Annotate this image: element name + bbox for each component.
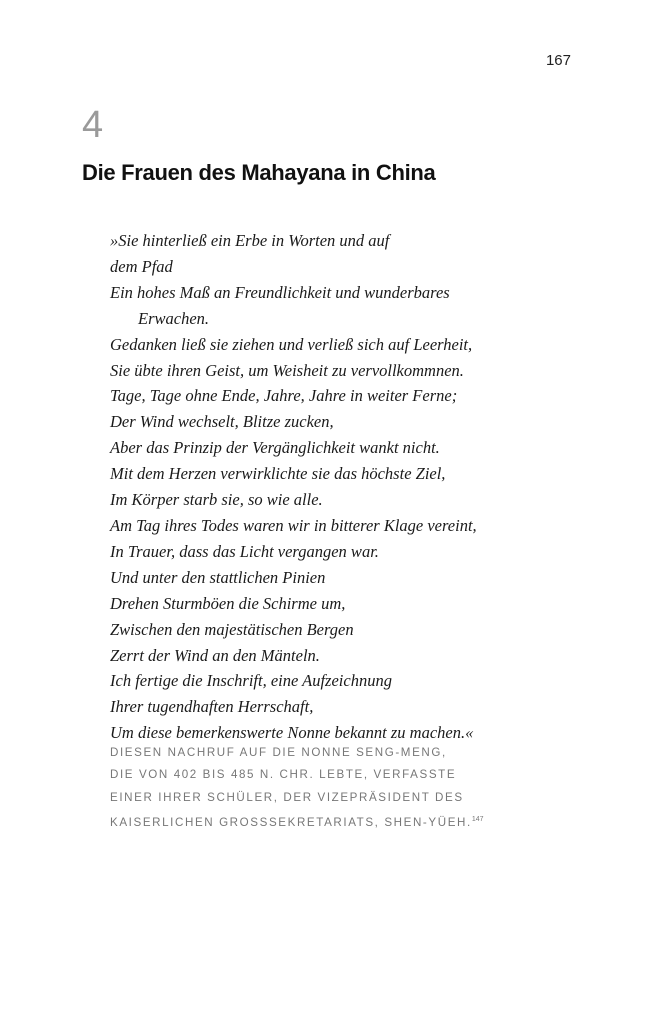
poem-line: Aber das Prinzip der Vergänglichkeit wankt nicht. xyxy=(110,438,440,458)
poem-line: Im Körper starb sie, so wie alle. xyxy=(110,490,323,510)
poem-line: »Sie hinterließ ein Erbe in Worten und auf xyxy=(110,231,390,250)
poem-line: Tage, Tage ohne Ende, Jahre, Jahre in weiter Ferne; xyxy=(110,386,458,406)
attribution-line: EINER IHRER SCHÜLER, DER VIZEPRÄSIDENT DES xyxy=(110,790,464,804)
page-number: 167 xyxy=(545,52,571,69)
poem-line: Ihrer tugendhaften Herrschaft, xyxy=(110,697,314,717)
poem-line: Zerrt der Wind an den Mänteln. xyxy=(110,645,320,665)
footnote-reference[interactable]: 147 xyxy=(471,816,484,824)
attribution-line: DIESEN NACHRUF AUF DIE NONNE SENG-MENG, xyxy=(110,746,447,759)
poem-line: Erwachen. xyxy=(138,308,210,328)
poem-line: Drehen Sturmböen die Schirme um, xyxy=(110,593,346,613)
poem-line: Mit dem Herzen verwirklichte sie das höchste Ziel, xyxy=(110,464,446,484)
attribution-line: DIE VON 402 BIS 485 N. CHR. LEBTE, VERFASSTE xyxy=(110,768,457,782)
poem-line: Ein hohes Maß an Freundlichkeit und wunderbares xyxy=(110,282,450,302)
poem-line: Der Wind wechselt, Blitze zucken, xyxy=(110,412,334,432)
poem-line: In Trauer, dass das Licht vergangen war. xyxy=(110,541,379,561)
attribution-line-last xyxy=(110,809,550,834)
poem-line: dem Pfad xyxy=(110,256,173,276)
attribution xyxy=(110,742,550,835)
poem-line: Am Tag ihres Todes waren wir in bitterer Klage vereint, xyxy=(110,515,477,535)
poem-line: Um diese bemerkenswerte Nonne bekannt zu machen.« xyxy=(110,723,474,743)
attribution-line: KAISERLICHEN GROSSSEKRETARIATS, SHEN-YÜEH. xyxy=(110,816,472,830)
poem-line: Ich fertige die Inschrift, eine Aufzeichnung xyxy=(110,671,392,691)
poem-line: Und unter den stattlichen Pinien xyxy=(110,567,326,587)
poem-line: Zwischen den majestätischen Bergen xyxy=(110,619,354,639)
chapter-number: 4 xyxy=(82,104,104,146)
poem-line: Sie übte ihren Geist, um Weisheit zu vervollkommnen. xyxy=(110,360,464,380)
poem xyxy=(110,228,580,746)
poem-line: Gedanken ließ sie ziehen und verließ sich auf Leerheit, xyxy=(110,334,473,354)
chapter-title: Die Frauen des Mahayana in China xyxy=(82,160,436,185)
